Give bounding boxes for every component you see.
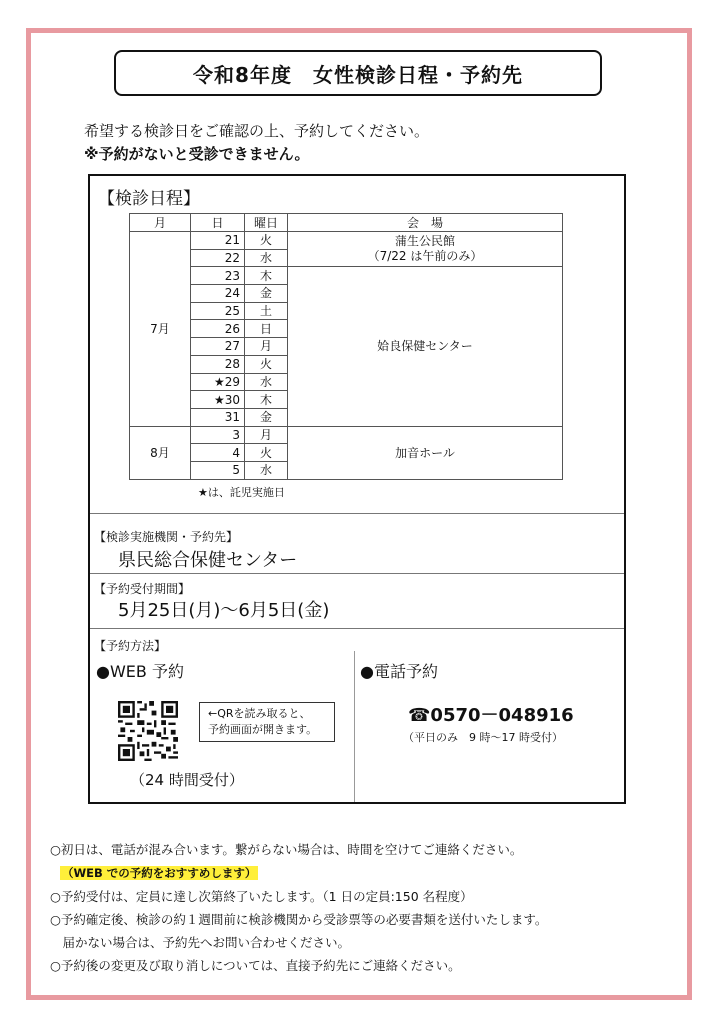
dow-cell: 木 (245, 267, 288, 285)
table-row (130, 426, 563, 444)
day-cell: 26 (191, 320, 245, 338)
period-value: 5月25日(月)～6月5日(金) (118, 600, 330, 621)
note-documents: ○予約確定後、検診の約１週間前に検診機関から受診票等の必要書類を送付いたします。 (50, 912, 548, 927)
method-divider (354, 651, 355, 802)
month-cell-july: 7月 (130, 232, 191, 427)
dow-cell: 土 (245, 302, 288, 320)
notes-list (50, 838, 547, 977)
dow-cell: 火 (245, 355, 288, 373)
day-cell: ★29 (191, 373, 245, 391)
qr-instruction-line-1: ←QRを読み取ると、 (208, 707, 311, 720)
header-month: 月 (130, 214, 191, 232)
organization-section (90, 514, 624, 574)
dow-cell: 日 (245, 320, 288, 338)
day-cell: 5 (191, 461, 245, 479)
qr-code-icon[interactable] (118, 701, 178, 761)
venue-cell-aira: 姶良保健センター (288, 267, 563, 426)
day-cell: 23 (191, 267, 245, 285)
dow-cell: 火 (245, 232, 288, 250)
period-section (90, 574, 624, 629)
intro-line-1: 希望する検診日をご確認の上、予約してください。 (84, 122, 430, 140)
phone-hours: （平日のみ 9 時～17 時受付） (403, 731, 563, 744)
organization-label: 【検診実施機関・予約先】 (94, 530, 239, 544)
dow-cell: 水 (245, 373, 288, 391)
dow-cell: 金 (245, 285, 288, 303)
table-row (130, 267, 563, 285)
day-cell: 24 (191, 285, 245, 303)
qr-instruction-line-2: 予約画面が開きます。 (208, 723, 318, 736)
month-cell-august: 8月 (130, 426, 191, 479)
note-first-day: ○初日は、電話が混み合います。繋がらない場合は、時間を空けてご連絡ください。 (50, 842, 523, 857)
note-changes: ○予約後の変更及び取り消しについては、直接予約先にご連絡ください。 (50, 958, 461, 973)
schedule-section (90, 176, 624, 514)
day-cell: 4 (191, 444, 245, 462)
dow-cell: 金 (245, 408, 288, 426)
venue-cell-kamo (288, 232, 563, 267)
day-cell: 3 (191, 426, 245, 444)
intro-line-2: ※予約がないと受診できません。 (84, 145, 310, 163)
phone-heading: ●電話予約 (360, 662, 438, 681)
day-cell: 25 (191, 302, 245, 320)
day-cell: 21 (191, 232, 245, 250)
dow-cell: 月 (245, 426, 288, 444)
phone-number[interactable]: ☎0570－048916 (408, 705, 574, 726)
dow-cell: 火 (245, 444, 288, 462)
note-web-recommend-highlight: （WEB での予約をおすすめします） (62, 866, 257, 880)
note-capacity: ○予約受付は、定員に達し次第終了いたします。（1 日の定員:150 名程度） (50, 889, 473, 904)
day-cell: 31 (191, 408, 245, 426)
method-section (90, 629, 624, 802)
header-venue: 会 場 (288, 214, 563, 232)
venue-name: 蒲生公民館 (394, 234, 455, 249)
dow-cell: 水 (245, 461, 288, 479)
web-hours: （24 時間受付） (130, 771, 244, 789)
childcare-note: ★は、託児実施日 (198, 486, 285, 499)
info-box (88, 174, 626, 804)
period-label: 【予約受付期間】 (94, 582, 191, 596)
qr-instruction-box (199, 702, 335, 742)
venue-note: （7/22 は午前のみ） (367, 249, 483, 264)
day-cell: ★30 (191, 391, 245, 409)
web-heading: ●WEB 予約 (96, 662, 184, 681)
day-cell: 22 (191, 249, 245, 267)
day-cell: 27 (191, 338, 245, 356)
schedule-table (129, 213, 563, 480)
dow-cell: 月 (245, 338, 288, 356)
dow-cell: 水 (245, 249, 288, 267)
note-documents-inquiry: 届かない場合は、予約先へお問い合わせください。 (50, 935, 351, 950)
dow-cell: 木 (245, 391, 288, 409)
header-dow: 曜日 (245, 214, 288, 232)
organization-name: 県民総合保健センター (118, 550, 298, 571)
day-cell: 28 (191, 355, 245, 373)
schedule-heading: 【検診日程】 (98, 189, 200, 209)
page-title: 令和8年度 女性検診日程・予約先 (114, 50, 602, 96)
venue-cell-kanon: 加音ホール (288, 426, 563, 479)
method-label: 【予約方法】 (94, 639, 167, 653)
table-row (130, 232, 563, 250)
header-day: 日 (191, 214, 245, 232)
table-header-row (130, 214, 563, 232)
